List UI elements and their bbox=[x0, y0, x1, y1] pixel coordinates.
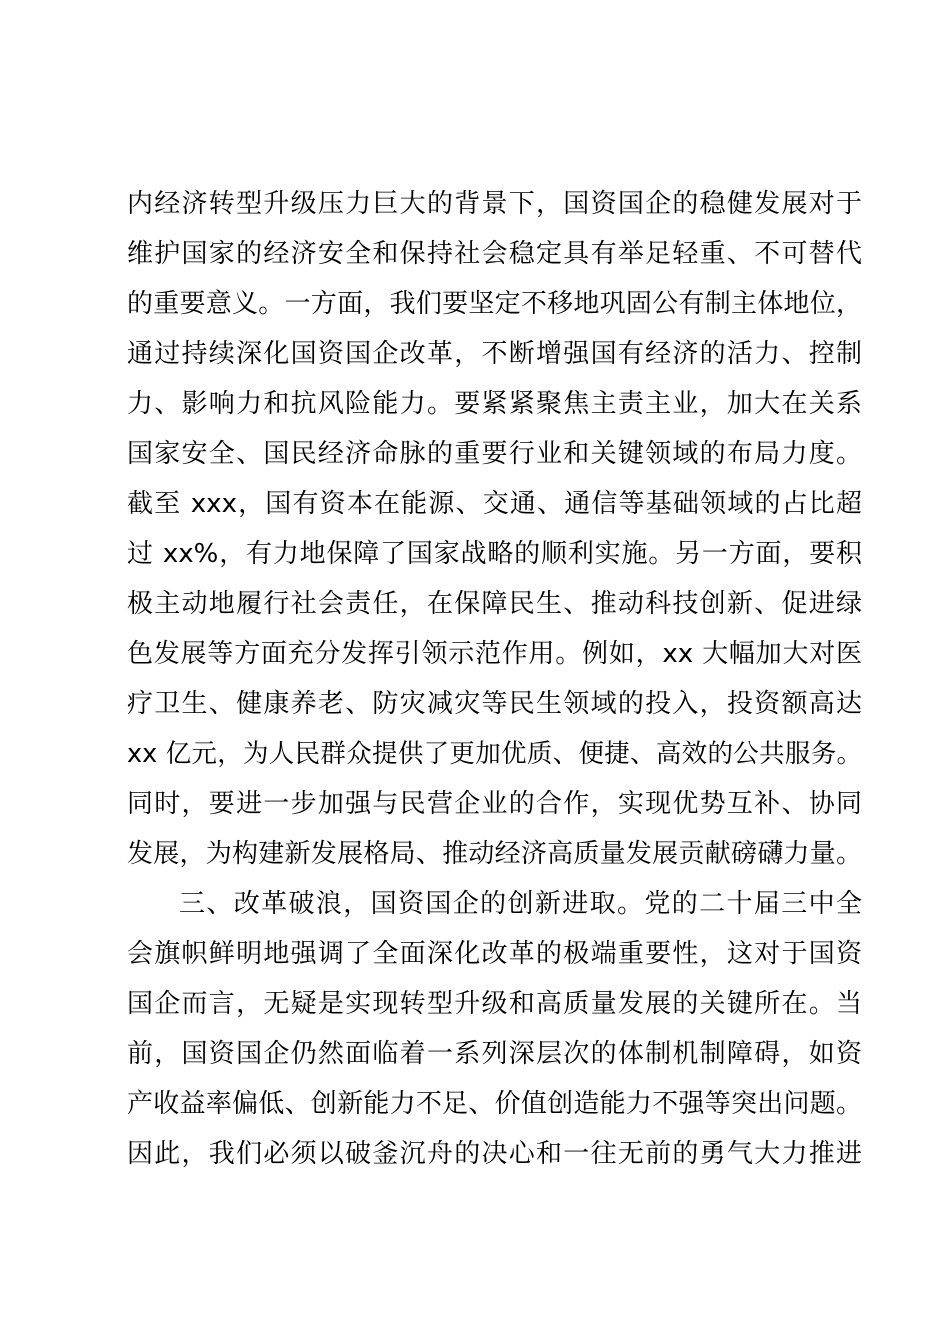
text-line: 的重要意义。一方面，我们要坚定不移地巩固公有制主体地位， bbox=[127, 289, 862, 319]
text-line: 产收益率偏低、创新能力不足、价值创造能力不强等突出问题。 bbox=[127, 1089, 862, 1119]
text-line: 前，国资国企仍然面临着一系列深层次的体制机制障碍，如资 bbox=[127, 1039, 862, 1069]
text-line: 力、影响力和抗风险能力。要紧紧聚焦主责主业，加大在关系 bbox=[127, 389, 862, 419]
text-line: 会旗帜鲜明地强调了全面深化改革的极端重要性，这对于国资 bbox=[127, 939, 862, 969]
text-line: 国企而言，无疑是实现转型升级和高质量发展的关键所在。当 bbox=[127, 989, 862, 1019]
text-line: 过 xx%，有力地保障了国家战略的顺利实施。另一方面，要积 bbox=[127, 539, 862, 569]
text-line: 同时，要进一步加强与民营企业的合作，实现优势互补、协同 bbox=[127, 789, 862, 819]
text-line: 因此，我们必须以破釜沉舟的决心和一往无前的勇气大力推进 bbox=[127, 1139, 862, 1169]
text-line: 内经济转型升级压力巨大的背景下，国资国企的稳健发展对于 bbox=[127, 189, 862, 219]
text-line: 极主动地履行社会责任，在保障民生、推动科技创新、促进绿 bbox=[127, 589, 862, 619]
text-line: 色发展等方面充分发挥引领示范作用。例如，xx 大幅加大对医 bbox=[127, 639, 862, 669]
text-line: 截至 xxx，国有资本在能源、交通、通信等基础领域的占比超 bbox=[127, 489, 862, 519]
text-line: 疗卫生、健康养老、防灾减灾等民生领域的投入，投资额高达 bbox=[127, 689, 862, 719]
text-line: 国家安全、国民经济命脉的重要行业和关键领域的布局力度。 bbox=[127, 439, 862, 469]
text-line: 发展，为构建新发展格局、推动经济高质量发展贡献磅礴力量。 bbox=[127, 839, 862, 869]
body-text bbox=[127, 179, 862, 1179]
text-line: 维护国家的经济安全和保持社会稳定具有举足轻重、不可替代 bbox=[127, 239, 862, 269]
text-line: 通过持续深化国资国企改革，不断增强国有经济的活力、控制 bbox=[127, 339, 862, 369]
section-heading-line: 三、改革破浪，国资国企的创新进取。党的二十届三中全 bbox=[179, 889, 862, 919]
text-line: xx 亿元，为人民群众提供了更加优质、便捷、高效的公共服务。 bbox=[127, 739, 862, 769]
